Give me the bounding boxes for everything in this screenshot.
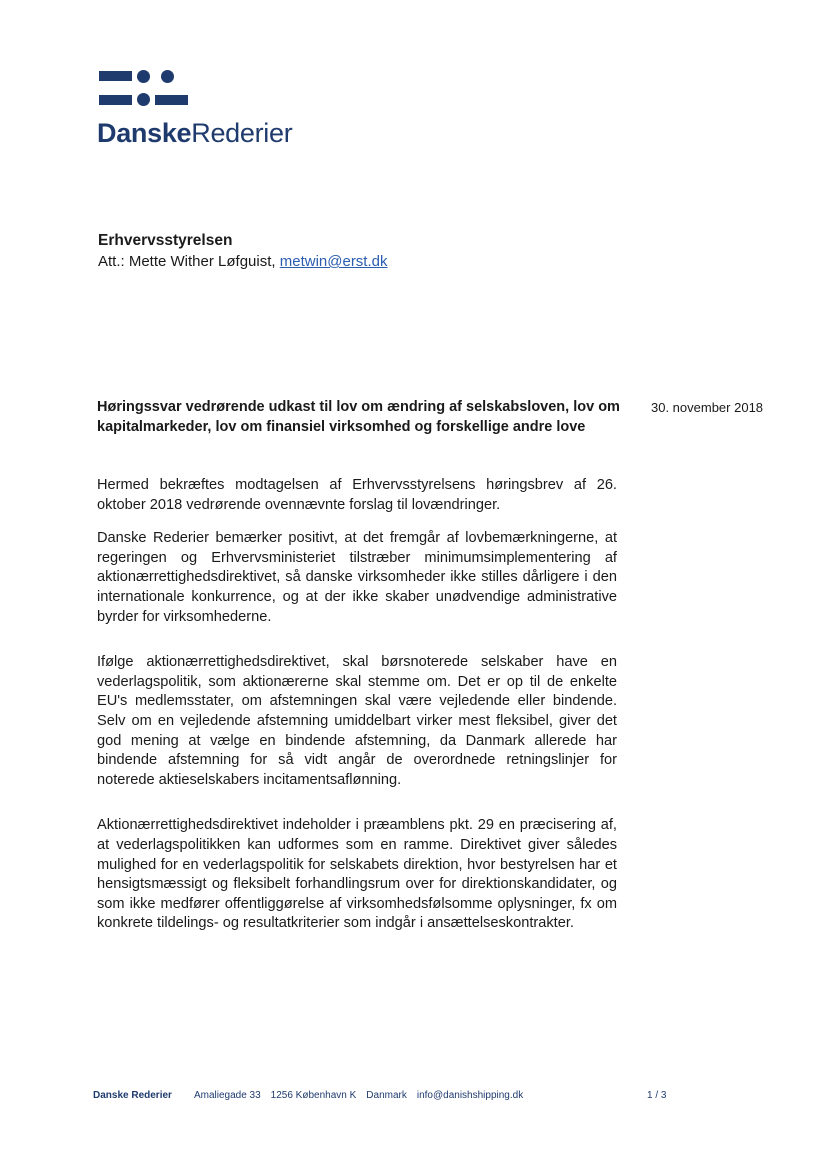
recipient-email-link[interactable]: metwin@erst.dk xyxy=(279,253,388,270)
letter-date: 30. november 2018 xyxy=(651,400,764,415)
footer-city: 1256 København K xyxy=(270,1090,357,1101)
recipient-block xyxy=(98,230,388,272)
logo-dot xyxy=(137,93,150,106)
recipient-org: Erhvervsstyrelsen xyxy=(98,232,233,249)
body-paragraph: Ifølge aktionærrettighedsdirektivet, skal børsnoterede selskaber have en vederlagspolitik, som aktionærerne skal stemme om. Det er op til de enkelte EU's medlemsstater, om afstemningen skal være vejledende eller bindende. Selv om en vejledende afstemning umiddelbart virker mest fleksibel, giver det god mening at vælge en bindende afstemning, da Danmark allerede har bindende afstemning for så vidt angår de overordnede retningslinjer for noterede aktieselskabers incitamentsaflønning. xyxy=(97,654,617,788)
logo-mark-icon xyxy=(99,70,189,106)
logo-wordmark: DanskeRederier xyxy=(97,118,293,148)
footer-street: Amaliegade 33 xyxy=(193,1090,261,1101)
page-number: 1 / 3 xyxy=(647,1090,667,1101)
logo-bar xyxy=(155,95,188,105)
logo-bar xyxy=(99,95,132,105)
recipient-attention: Att.: Mette Wither Løfguist, metwin@erst.dk xyxy=(98,253,388,270)
body-paragraph: Aktionærrettighedsdirektivet indeholder i præamblens pkt. 29 en præcisering af, at vederlagspolitikken kan udformes som en ramme. Direktivet giver således mulighed for en vederlagspolitik for selskabets direktion, hvor bestyrelsen har et hensigtsmæssigt og fleksibelt forhandlingsrum over for direktionskandidater, og som ikke medfører offentliggørelse af virksomhedsfølsomme oplysninger, fx om konkrete tildelings- og resultatkriterier som indgår i ansættelseskontrakter. xyxy=(97,817,617,932)
logo-dot xyxy=(161,70,174,83)
letter-subject: Høringssvar vedrørende udkast til lov om ændring af selskabsloven, lov om kapitalmarkeder, lov om finansiel virksomhed og forskellige andre love xyxy=(97,399,620,435)
footer-company: Danske Rederier xyxy=(93,1090,172,1101)
letter-body xyxy=(97,476,617,934)
footer-email: info@danishshipping.dk xyxy=(416,1090,524,1101)
body-paragraph: Hermed bekræftes modtagelsen af Erhvervsstyrelsens høringsbrev af 26. oktober 2018 vedrørende ovennævnte forslag til lovændringer. xyxy=(97,477,617,513)
logo-dot xyxy=(137,70,150,83)
letter-footer xyxy=(93,1090,667,1101)
body-paragraph: Danske Rederier bemærker positivt, at det fremgår af lovbemærkningerne, at regeringen og Erhvervsministeriet tilstræber minimumsimplementering af aktionærrettighedsdirektivet, så danske virksomheder ikke stilles dårligere i den internationale konkurrence, og at der ikke skaber unødvendige administrative byrder for virksomhederne. xyxy=(97,530,617,625)
footer-country: Danmark xyxy=(366,1090,407,1101)
logo-bar xyxy=(99,71,132,81)
